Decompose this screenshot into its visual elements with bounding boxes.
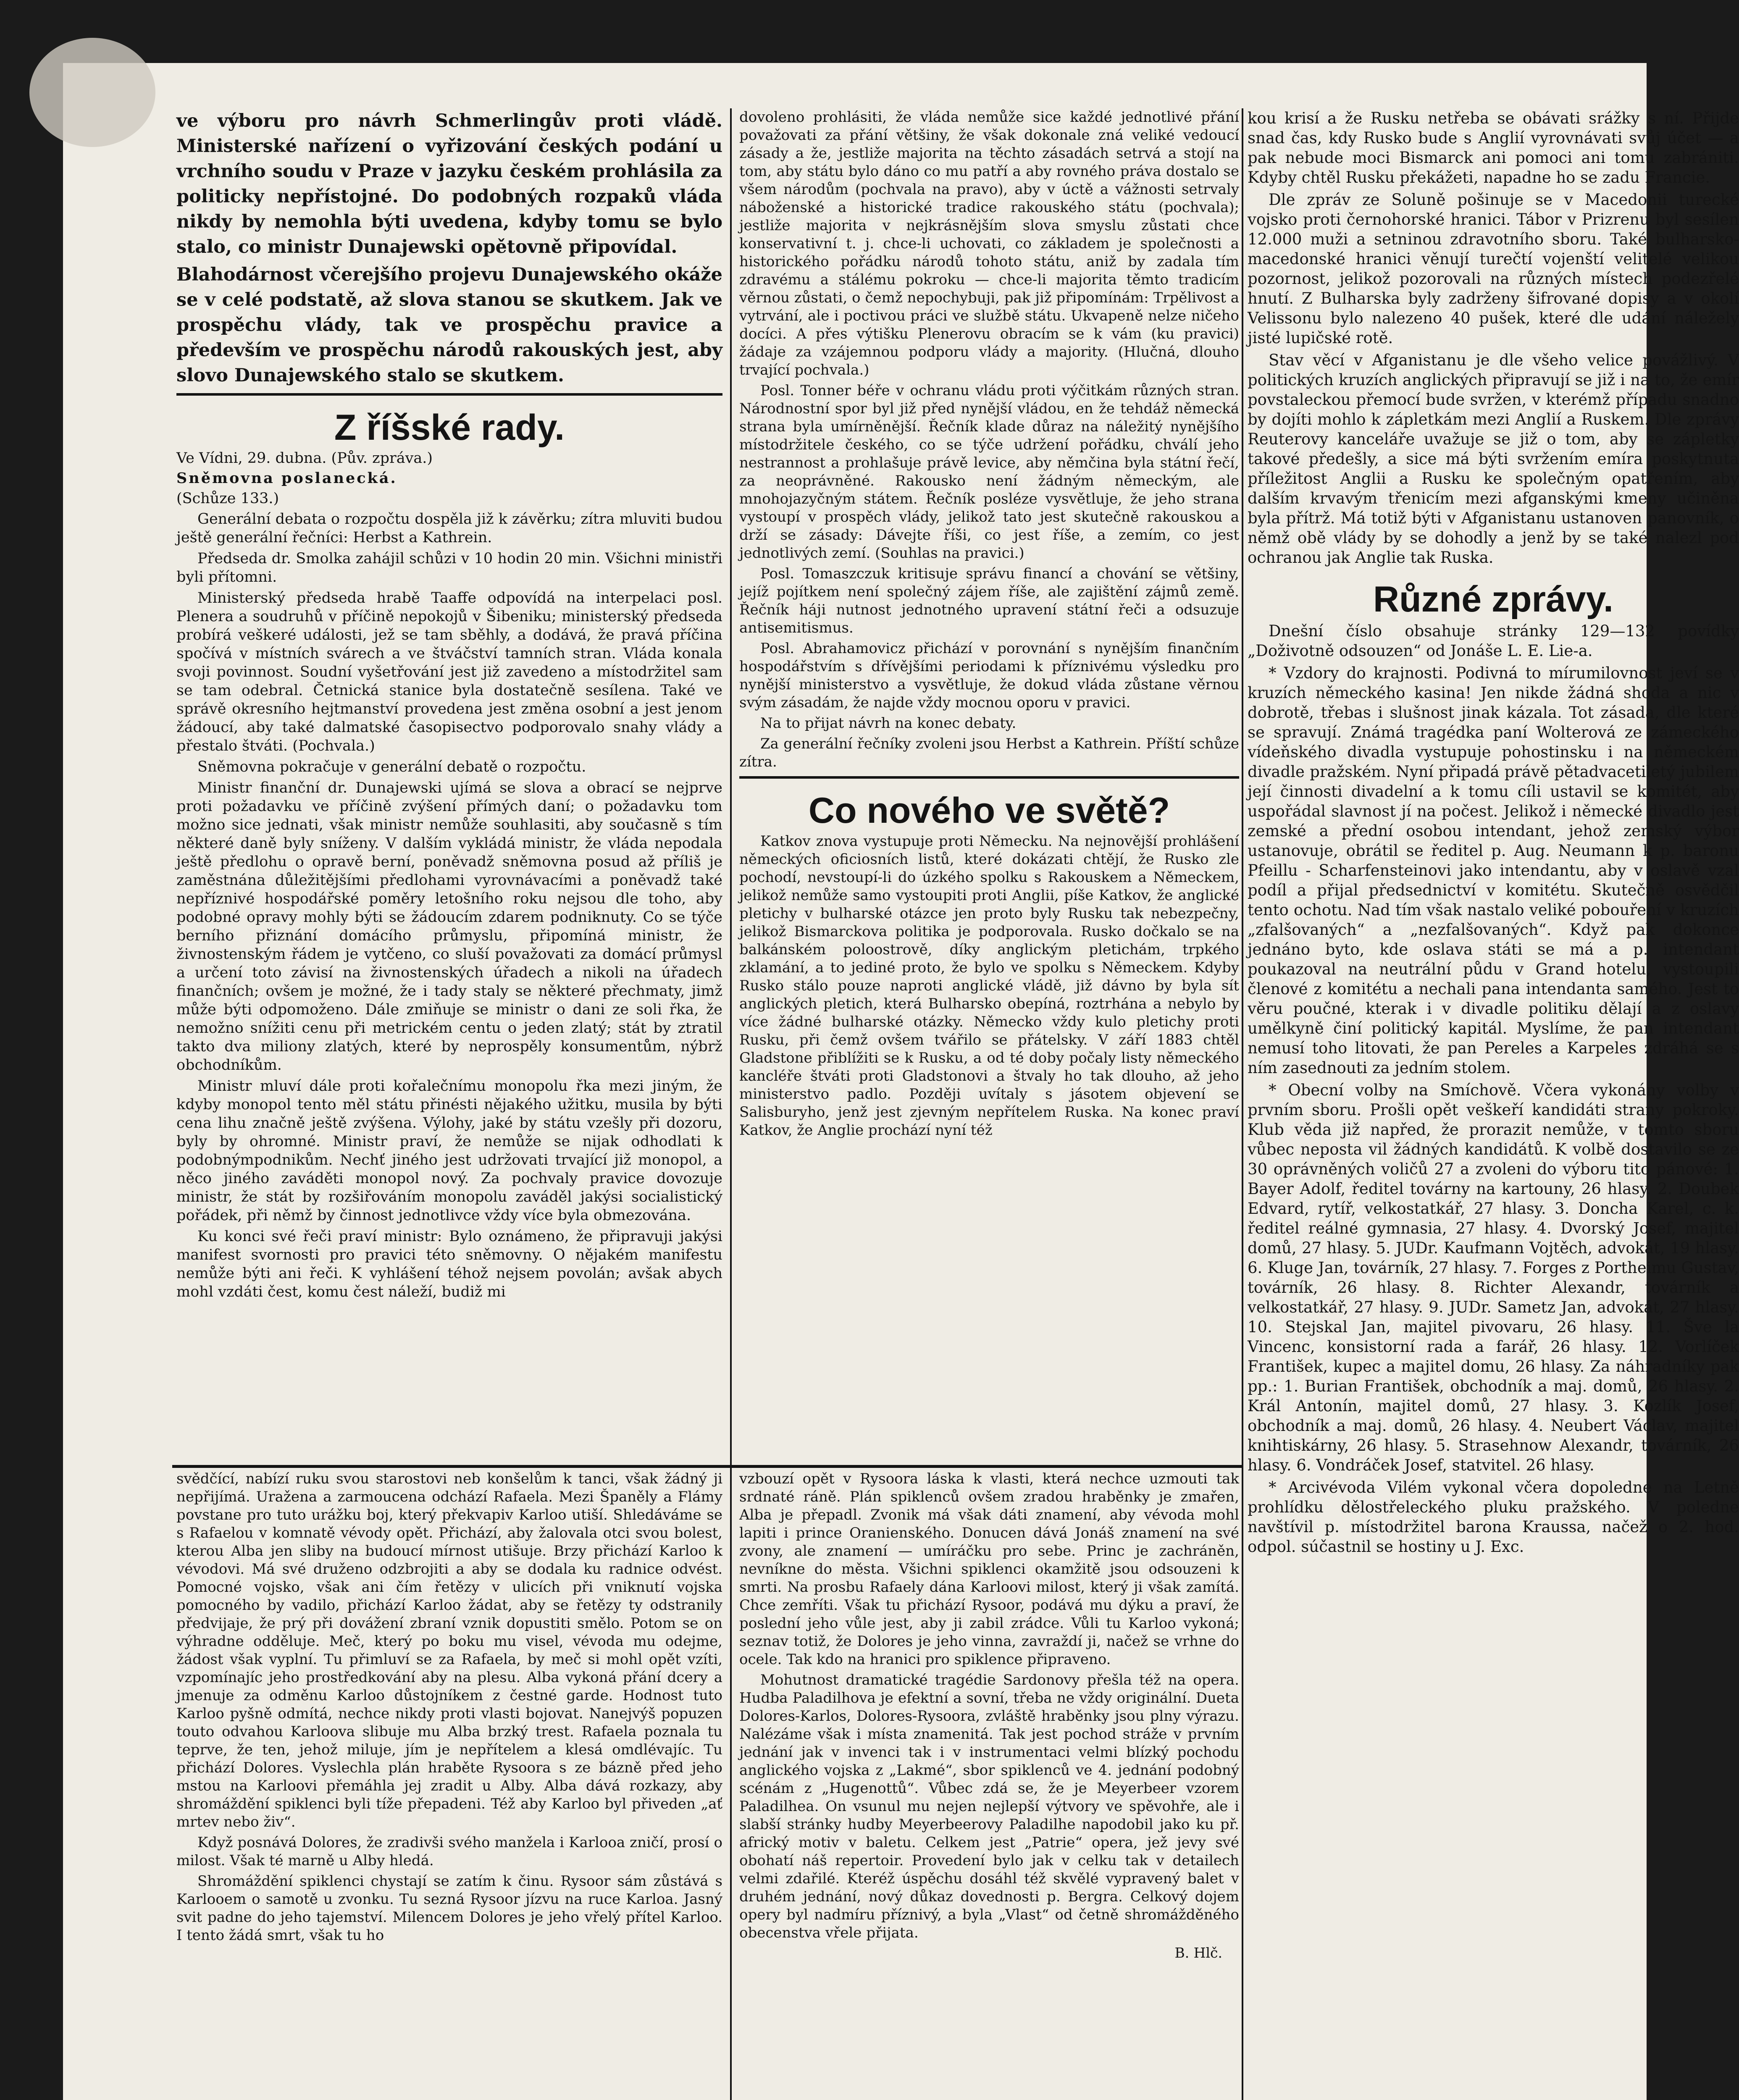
editorial-end (176, 108, 722, 388)
paragraph: Ku konci své řeči praví ministr: Bylo oznámeno, že připravuji jakýsi manifest svornosti pro pravici této sněmovny. O nějakém manifestu nemůže býti ani řeči. K vyhlášení téhož nejsem povolán; avšak abych mohl vzdáti čest, komu čest náleží, budiž mi (176, 1228, 722, 1300)
paragraph: Posl. Tomaszczuk kritisuje správu financí a chování se většiny, jejíž pojítkem není společný zájem říše, ale zajištění zájmů země. Řečník háji nutnost jednotného upravení státní řeči a odsuzuje antisemitismus. (739, 565, 1239, 636)
column-3 (1248, 108, 1739, 2100)
paragraph: Ministr mluví dále proti kořalečnímu monopolu řka mezi jiným, že kdyby monopol tento měl státu přinésti nějakého užitku, musila by býti cena lihu značně ještě zvýšena. Výlohy, jaké by státu vzešly při dozoru, byly by ohromné. Ministr praví, že nemůže se nijak odhodlati k podobnýmpodnikům. Nechť jiného jest udržovati trvající již monopol, a něco jiného zaváděti monopol nový. Za pochvaly pravice dovozuje ministr, že stát by rozšiřováním monopolu zaváděl jakýsi socialistický pořádek, při němž by činnost jednotlivce vždy více byla obmezována. (176, 1078, 722, 1224)
feuilleton-column-2 (739, 1470, 1239, 2100)
paragraph: Generální debata o rozpočtu dospěla již k závěrku; zítra mluviti budou ještě generální řečníci: Herbst a Kathrein. (176, 511, 722, 546)
article-body (1248, 108, 1739, 567)
feuilleton-body (176, 1470, 722, 1945)
paragraph: Dnešní číslo obsahuje stránky 129—132 povídky „Doživotně odsouzen“ od Jonáše L. E. Lie-a. (1248, 622, 1739, 660)
library-stamp (29, 38, 155, 147)
column-2 (739, 108, 1239, 1461)
column-1 (176, 108, 722, 1461)
paragraph: dovoleno prohlásiti, že vláda nemůže sice každé jednotlivé přání považovati za přání většiny, že však dokonale zná veliké vedoucí zásady a že, jestliže majorita na těchto zásadách setrvá a stojí na tom, aby státu bylo dáno co mu patří a aby rovného práva dostalo se všem národům (pochvala na pravo), aby v úctě a vážnosti setrvaly náboženské a historické tradice rakouského státu (pochvala); jestliže majorita v nejkrásnějším slova smyslu zůstati chce konservativní t. j. chce-li uchovati, co základem je společnosti a historického pořádku národů tohoto státu, aniž by zadala tím zdravému a stálému pokroku — chce-li majorita těmto tradicím věrnou zůstati, o čemž nepochybuji, pak již připomínám: Trpělivost a vytrvání, ale i poctivou práci ve službě státu. Ukvapeně nelze ničeho docíci. A přes výtišku Plenerovu obracím se k vám (ku pravici) žádaje za vzájemnou podporu vlády a majority. (Hlučná, dlouho trvající pochvala.) (739, 109, 1239, 378)
feuilleton-rule (172, 1465, 1243, 1468)
column-rule (1242, 108, 1243, 2100)
paragraph: Mohutnost dramatické tragédie Sardonovy přešla též na opera. Hudba Paladilhova je efektní a sovní, třeba ne vždy originální. Dueta Dolores-Karlos, Dolores-Rysoora, zvláště hraběnky jsou plny výrazu. Nalézáme však i místa znamenitá. Tak jest pochod stráže v prvním jednání jak v invenci tak i v instrumentaci velmi blízký pochodu anglického vojska z „Lakmé“, sbor spiklenců ve 4. jednání podobný scénám z „Hugenottů“. Vůbec zdá se, že je Meyerbeer vzorem Paladilhea. On vsunul mu nejen nejlepší výtvory ve spěvohře, ale i slabší stránky hudby Meyerbeerovy Paladilhe napodobil jako ku př. africký motiv v baletu. Celkem jest „Patrie“ opera, jež jevy své obohatí náš repertoir. Provedení bylo jak v celku tak v detailech velmi zdařilé. Kteréž úspěchu dosáhl též skvělé vypravený balet v druhém jednání, nový důkaz dovednosti p. Bergra. Celkový dojem opery byl nadmíru příznivý, a byla „Vlast“ od četně shromážděného obecenstva vřele přijata. (739, 1672, 1239, 1941)
article-body (176, 510, 722, 1301)
paragraph: Posl. Abrahamovicz přichází v porovnání s nynějším finančním hospodářstvím s dřívějšími periodami k příznivému výsledku pro nynější ministerstvo a vysvětluje, že dokud vláda zůstane věrnou svým zásadám, že najde vždy mocnou oporu v pravici. (739, 640, 1239, 711)
chamber-name: Sněmovna poslanecká. (176, 470, 397, 487)
paragraph: Posl. Tonner béře v ochranu vládu proti výčitkám různých stran. Národnostní spor byl již před nynější vládou, en že tehdáž německá strana byla umírněnější. Řečník klade důraz na náležitý nynějšího místodržitele českého, co se týče udržení pořádku, chválí jeho nestrannost a prohlašuje právě levice, aby němčina byla státní řečí, za neoprávněné. Rakousko není žádným německým, ale mnohojazyčným státem. Řečník posléze vysvětluje, že jeho strana vystoupí v prospěch vlády, jelikož tato jest skutečně rakouskou a drží se zásady: Dávejte říši, co jest říše, a zemím, co jest jednotlivých zemí. (Souhlas na pravici.) (739, 382, 1239, 562)
column-rule (730, 108, 732, 2100)
article-body (1248, 621, 1739, 1557)
paragraph: Shromáždění spiklenci chystají se zatím k činu. Rysoor sám zůstává s Karlooem o samotě u zvonku. Tu sezná Rysoor jízvu na ruce Karloa. Jasný svit padne do jeho tajemství. Milencem Dolores je jeho vřelý přítel Karloo. I tento žádá smrt, však tu ho (176, 1873, 722, 1944)
dateline: Ve Vídni, 29. dubna. (Pův. zpráva.) (176, 450, 433, 467)
paragraph: Sněmovna pokračuje v generální debatě o rozpočtu. (197, 759, 586, 775)
divider (176, 393, 722, 396)
section-heading: Z říšské rady. (334, 407, 565, 448)
paragraph: Ministerský předseda hrabě Taaffe odpovídá na interpelaci posl. Plenera a soudruhů v příčině nepokojů v Šibeniku; ministerský předseda probírá veškeré události, jež se tam sběhly, a dodává, že pravá příčina spočívá v místních svárech a ve štváčství tamních stran. Vláda konala svoji povinnost. Soudní vyšetřování jest již zavedeno a místodržitel sam se tam odebral. Četnická stanice byla dostatečně sesílena. Také ve správě okresního hejtmanství provedena jest změna osobní a jest jenom žádoucí, aby také dalmatské časopisectvo podporovalo snahy vlády a přestalo štváti. (Pochvala.) (176, 590, 722, 754)
paragraph: Katkov znova vystupuje proti Německu. Na nejnovější prohlášení německých oficiosních listů, které dokázati chtějí, že Rusko zle pochodí, nevstoupí-li do úzkého spolku s Rakouskem a Německem, jelikož nemůže samo vystoupiti proti Anglii, píše Katkov, že anglické pletichy v bulharské otázce jen proto byly Rusku tak nebezpečny, jelikož Bismarckova politika je podporovala. Rusko dočkalo se na balkánském poloostrově, díky anglickým pletichám, trpkého zklamání, a to jediné proto, že bylo ve spolku s Německem. Kdyby Rusko stálo pouze naproti anglické vládě, již dávno by byla sít anglických pletich, která Bulharsko obepíná, roztrhána a nebylo by více žádné bulharské otázky. Německo vždy kulo pletichy proti Rusku, při čemž ovšem tvářilo se přátelsky. V září 1883 chtěl Gladstone přiblížiti se k Rusku, a od té doby počaly listy německého kancléře štváti proti Gladstonovi a štvaly ho tak dlouho, až jeho ministerstvo padlo. Později uvítaly s jásotem objevení se Salisburyho, jenž jest zjevným nepřítelem Ruska. Na konec praví Katkov, že Anglie prochází nyní též (739, 833, 1239, 1139)
paragraph: Dle zpráv ze Soluně pošinuje se v Macedonii turecké vojsko proti černohorské hranici. Tábor v Prizrenu byl sesílen 12.000 muži a setninou zdravotního sboru. Také bulharsko-macedonské hranici věnují turečtí vojenští velitelé velikou pozornost, jelikož pozorovali na různých místech podezřelé hnutí. Z Bulharska byly zadrženy šifrované dopisy a v okolí Velissonu bylo nalezeno 40 pušek, které dle udání náležely jisté lupičské rotě. (1248, 191, 1739, 347)
feuilleton-column-1 (176, 1470, 722, 2100)
section-heading: Různé zprávy. (1373, 579, 1613, 620)
article-body (739, 108, 1239, 771)
newspaper-page (63, 63, 1739, 2100)
paragraph: svědčící, nabízí ruku svou starostovi neb konšelům k tanci, však žádný ji nepřijímá. Uražena a zarmoucena odchází Rafaela. Mezi Španěly a Flámy povstane pro tuto urážku boj, který překvapiv Karloo utiší. Shledáváme se s Rafaelou v komnatě vévody opět. Přichází, aby žalovala otci svou bolest, kterou Alba jen sliby na budoucí mírnost utišuje. Brzy přichází Karloo k vévodovi. Má své druženo odzbrojiti a aby se dodala ku radnice odvést. Pomocné vojsko, však ani čím řetězy v ulicích při vniknutí vojska pomocného by vadilo, přichází Karloo žádat, aby se řetězy ty odstranily předvijaje, že prý při dovážení zbraní vznik dopustiti smělo. Potom se on výhradne odděluje. Meč, který po boku mu visel, vévoda mu odejme, žádost však vyplní. Tu přimluví se za Rafaela, by meč si mohl opět vzíti, vzpomínajíc jeho prostředkování aby na plesu. Alba vykoná přání dcery a jmenuje za odměnu Karloo důstojníkem z čestné garde. Hodnost tuto Karloo pyšně odmítá, nechce nikdy proti vlasti bojovat. Nanejvýš popuzen touto odvahou Karloova slibuje mu Alba brzký trest. Rafaela poznala tu teprve, že ten, jehož miluje, jím je nepřítelem a klesá omdlévajíc. Tu přichází Dolores. Vyslechla plán hraběte Rysoora s ze bázně před jeho mstou na Karloovi přemáhla jej zradit u Alby. Alba dává rozkazy, aby shromáždění spiklenci byli tíže přepadeni. Též aby Karloo byl přiveden „ať mrtev nebo živ“. (176, 1470, 722, 1830)
paragraph: * Vzdory do krajnosti. Podivná to mírumilovnost jeví se v kruzích německého kasina! Jen nikde žádná shoda a nic v dobrotě, třebas i slušnost jinak kázala. Tot zásada, dle které se spravují. Známá tragédka paní Wolterová ze zámeckého vídeňského divadla vystupuje pohostinsku i na německém divadle pražském. Nyní připadá právě pětadvacetiletý jubilem její činnosti divadelní a k tomu cíli ustavil se komitét, aby uspořádal slavnost jí na počest. Jelikož i německé divadlo jest zemské a přední osobou intendant, jehož zemský výbor ustanovuje, obrátil se ředitel p. Aug. Neumann k p. baronu Pfeillu - Scharfensteinovi jako intendantu, aby v oslavě vzal podíl a přijal předsednictví v komitétu. Skutečně osvědčil tento ochotu. Nad tím však nastalo veliké pobouření v kruzích „zfalšovaných“ a „nezfalšovaných“. Když pak dokonce jednáno byto, kde oslava státi se má a p. intendant poukazoval na neutrální půdu v Grand hotelu, vystoupili členové z komitétu a nechali pana intendanta samého. Jest to věru poučné, kterak i v divadle politiku dělají a z oslavy umělkyně činí politický kapitál. Myslíme, že pan intendant nemusí toho litovati, že pan Pereles a Karpeles zdráhá se s ním zasednouti za jedním stolem. (1248, 664, 1739, 1077)
session-number: (Schůze 133.) (176, 490, 279, 507)
feuilleton-body (739, 1470, 1239, 1942)
article-body (739, 832, 1239, 1139)
paragraph: * Arcivévoda Vilém vykonal včera dopoledne na Letně prohlídku dělostřeleckého pluku pražského. V poledne navštívil p. místodržitel barona Kraussa, načež o 2. hod. odpol. súčastnil se hostiny u J. Exc. (1248, 1478, 1739, 1556)
lead-paragraph: ve výboru pro návrh Schmerlingův proti vládě. Ministerské nařízení o vyřizování českých podání u vrchního soudu v Praze v jazyku českém prohlásila za politicky nepřístojné. Do podobných rozpaků vláda nikdy by nemohla býti uvedena, kdyby tomu se bylo stalo, co ministr Dunajewski opětovně připovídal. (176, 110, 722, 257)
paragraph: Ministr finanční dr. Dunajewski ujímá se slova a obrací se nejprve proti požadavku ve příčině zvýšení přímých daní; o požadavku tom možno sice jednati, však ministr nemůže souhlasiti, aby současně s tím některé daně byly sníženy. V dalším vykládá ministr, že vláda nepodala ještě předlohu o opravě berní, poněvadž sněmovna posud až příliš je zaměstnána důležitějšími předlohami vyrovnávacími a poněvadž také nepříznivé hospodářské poměry letošního roku nejsou dle toho, aby podobné opravy mohly býti se žádoucím zdarem podniknuty. Co se týče berního přiznání domácího průmyslu, připomíná ministr, že živnostenským řádem je vytčeno, co sluší považovati za domácí průmysl a určení toto závisí na živnostenských úřadech a nikoli na úřadech finančních; ovšem je možné, že i tady staly se některé přechmaty, jimž může býti odpomoženo. Dále zmiňuje se ministr o dani ze soli řka, že nemožno snížiti cenu při metrickém centu o jeden zlatý; stát by ztratil takto dva miliony zlatých, které by neprospěly konsumentům, nýbrž obchodníkům. (176, 780, 722, 1074)
paragraph: kou krisí a že Rusku netřeba se obávati srážky s ní. Přijde snad čas, kdy Rusko bude s Anglií vyrovnávati svůj účet — a pak nebude moci Bismarck ani pomoci ani tomu zabrániti. Kdyby chtěl Rusku překážeti, napadne ho se zadu Francie. (1248, 109, 1739, 186)
paragraph: Za generální řečníky zvoleni jsou Herbst a Kathrein. Příští schůze zítra. (739, 735, 1239, 770)
paragraph: Stav věcí v Afganistanu je dle všeho velice povážlivý. V politických kruzích anglických připravují se již i na to, že emír povstaleckou přemocí bude svržen, v kterémž případu snadno by dojíti mohlo k zápletkám mezi Anglií a Ruskem. Dle zprávy Reuterovy kanceláře uvažuje se již o tom, aby se zápletky takové předešly, a sice má býti svržením emíra poskytnuta příležitost Anglii a Rusku ke společným opatřením, aby dalším krvavým třenicím mezi afganskými kmeny učiněna byla přítrž. Má totiž býti v Afganistanu ustanoven panovník, o němž obě vlády by se dohodly a jenž by se také nalezl pod ochranou jak Anglie tak Ruska. (1248, 351, 1739, 567)
paragraph: * Obecní volby na Smíchově. Včera vykonány volby v prvním sboru. Prošli opět veškeří kandidáti strany pokroky. Klub věda již napřed, že prorazit nemůže, v tomto sboru vůbec neposta vil žádných kandidátů. K volbě dostavilo se ze 30 oprávněných voličů 27 a zvoleni do výboru tito pánové: 1. Bayer Adolf, ředitel továrny na kartouny, 26 hlasy. 2. Doubek Edvard, rytíř, velkostatkář, 27 hlasy. 3. Doncha Karel, c. k. ředitel reálné gymnasia, 27 hlasy. 4. Dvorský Josef, majitel domů, 27 hlasy. 5. JUDr. Kaufmann Vojtěch, advokát, 19 hlasy. 6. Kluge Jan, továrník, 27 hlasy. 7. Forges z Portheimu Gustav, továrník, 26 hlasy. 8. Richter Alexandr, továrník a velkostatkář, 27 hlasy. 9. JUDr. Sametz Jan, advokát, 27 hlasy. 10. Stejskal Jan, majitel pivovaru, 26 hlasy. 11. Šve la Vincenc, konsistorní rada a farář, 26 hlasy. 12. Vorlíček František, kupec a majitel domu, 26 hlasy. Za náhradníky pak pp.: 1. Burian František, obchodník a maj. domů, 26 hlasy. 2. Král Antonín, majitel domů, 27 hlasy. 3. Kozlík Josef, obchodník a maj. domů, 26 hlasy. 4. Neubert Václav, majitel knihtiskárny, 26 hlasy. 5. Strasehnow Alexandr, továrník, 26 hlasy. 6. Vondráček Josef, statvitel. 26 hlasy. (1248, 1081, 1739, 1474)
paragraph: Předseda dr. Smolka zahájil schůzi v 10 hodin 20 min. Všichni ministři byli přítomni. (176, 550, 722, 585)
paragraph: vzbouzí opět v Rysoora láska k vlasti, která nechce uzmouti tak srdnaté ráně. Plán spiklenců ovšem zradou hraběnky je zmařen, Alba je přepadl. Zvonik má však dáti znamení, aby vévoda mohl lapiti i prince Oranienského. Donucen dává Jonáš znamení na své zvony, ale znamení — umíráčku pro sebe. Princ je zachráněn, nevníkne do města. Všichni spiklenci okamžitě jsou odsouzeni k smrti. Na prosbu Rafaely dána Karloovi milost, který ji však zamítá. Chce zemříti. Však tu přichází Rysoor, podává mu dýku a praví, že poslední jeho vůle jest, aby ji zabil zrádce. Vůli tu Karloo vykoná; seznav totiž, že Dolores je jeho vinna, zavraždí ji, načež se vrhne do ocele. Tak kdo na hranici pro spiklence připraveno. (739, 1470, 1239, 1668)
paragraph: Když posnává Dolores, že zradivši svého manžela i Karlooa zničí, prosí o milost. Však té marně u Alby hledá. (176, 1834, 722, 1869)
paragraph: Na to přijat návrh na konec debaty. (760, 715, 1017, 732)
section-heading: Co nového ve světě? (808, 790, 1170, 831)
lead-paragraph: Blahodárnost včerejšího projevu Dunajewského okáže se v celé podstatě, až slova stanou se skutkem. Jak ve prospěchu vlády, tak ve prospěchu pravice a především ve prospěchu národů rakouských jest, aby slovo Dunajewského stalo se skutkem. (176, 264, 722, 386)
author-signature: B. Hlč. (1174, 1945, 1222, 1961)
divider (739, 776, 1239, 779)
